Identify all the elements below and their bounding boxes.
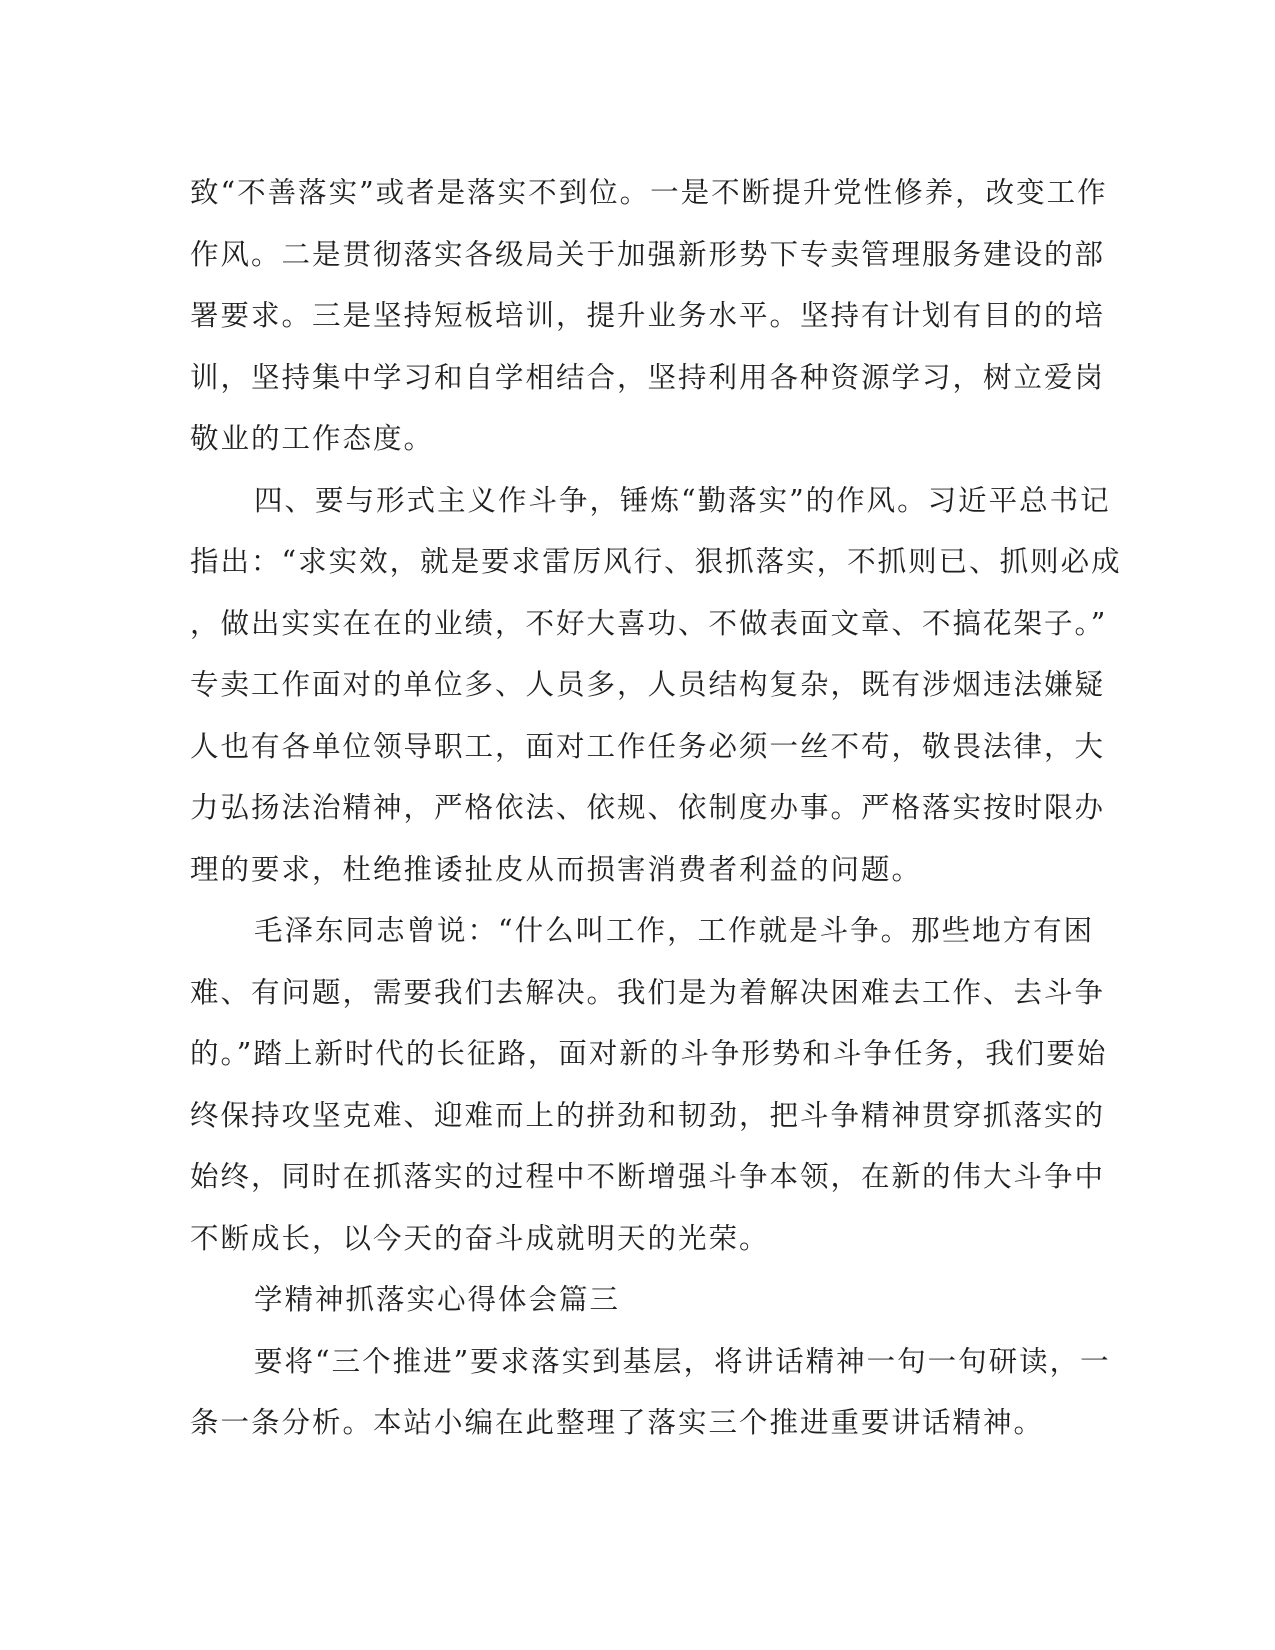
text-line: ，做出实实在在的业绩，不好大喜功、不做表面文章、不搞花架子。” <box>190 606 1108 640</box>
text-line: 指出：“求实效，就是要求雷厉风行、狠抓落实，不抓则已、抓则必成 <box>190 545 1122 578</box>
text-line: 不断成长，以今天的奋斗成就明天的光荣。 <box>190 1221 770 1255</box>
text-line: 致“不善落实”或者是落实不到位。一是不断提升党性修养，改变工作 <box>190 176 1108 209</box>
text-line: 作风。二是贯彻落实各级局关于加强新形势下专卖管理服务建设的部 <box>190 237 1106 271</box>
document-body <box>190 162 1122 1454</box>
text-line: 人也有各单位领导职工，面对工作任务必须一丝不苟，敬畏法律，大 <box>190 729 1106 763</box>
paragraph <box>190 1269 1080 1331</box>
text-line: 署要求。三是坚持短板培训，提升业务水平。坚持有计划有目的的培 <box>190 299 1106 332</box>
paragraph <box>190 162 1108 470</box>
text-line: 学精神抓落实心得体会篇三 <box>254 1283 621 1316</box>
text-line: 毛泽东同志曾说：“什么叫工作，工作就是斗争。那些地方有困 <box>254 914 1095 947</box>
text-line: 专卖工作面对的单位多、人员多，人员结构复杂，既有涉烟违法嫌疑 <box>190 668 1106 701</box>
text-line: 敬业的工作态度。 <box>190 422 435 455</box>
text-line: 条一条分析。本站小编在此整理了落实三个推进重要讲话精神。 <box>190 1406 1045 1439</box>
paragraph <box>190 900 1108 1269</box>
text-line: 理的要求，杜绝推诿扯皮从而损害消费者利益的问题。 <box>190 852 923 886</box>
text-line: 力弘扬法治精神，严格依法、依规、依制度办事。严格落实按时限办 <box>190 791 1106 824</box>
paragraph <box>190 1331 1111 1454</box>
text-line: 要将“三个推进”要求落实到基层，将讲话精神一句一句研读，一 <box>254 1344 1111 1378</box>
text-line: 的。”踏上新时代的长征路，面对新的斗争形势和斗争任务，我们要始 <box>190 1037 1108 1070</box>
text-line: 始终，同时在抓落实的过程中不断增强斗争本领，在新的伟大斗争中 <box>190 1160 1106 1193</box>
text-line: 训，坚持集中学习和自学相结合，坚持利用各种资源学习，树立爱岗 <box>190 360 1106 394</box>
text-line: 难、有问题，需要我们去解决。我们是为着解决困难去工作、去斗争 <box>190 975 1106 1009</box>
text-line: 四、要与形式主义作斗争，锤炼“勤落实”的作风。习近平总书记 <box>254 483 1111 517</box>
paragraph <box>190 470 1122 901</box>
text-line: 终保持攻坚克难、迎难而上的拼劲和韧劲，把斗争精神贯穿抓落实的 <box>190 1098 1106 1132</box>
